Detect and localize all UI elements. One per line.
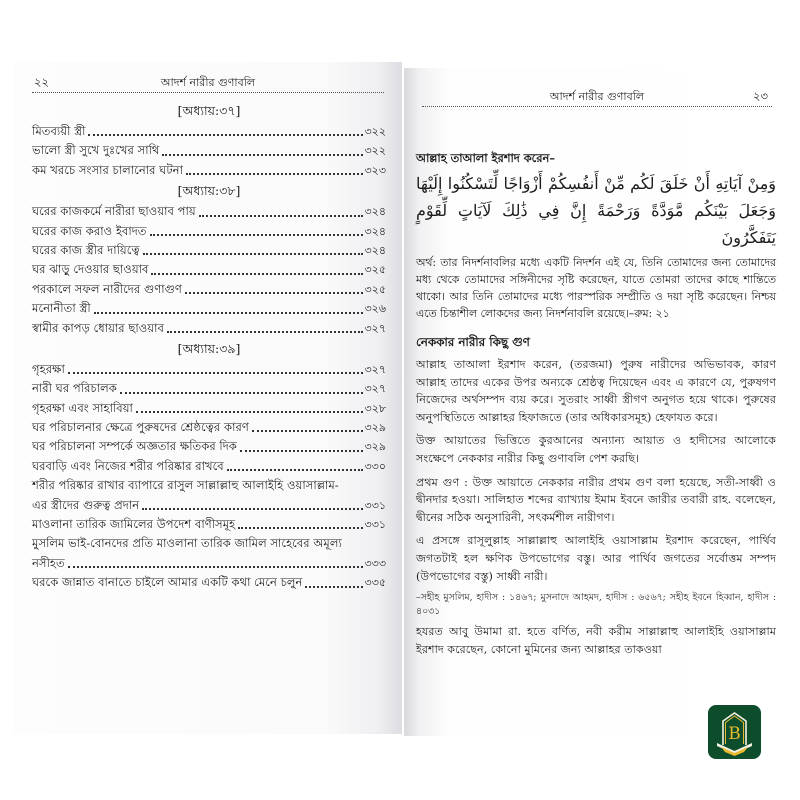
- paragraph: প্রথম গুণ : উক্ত আয়াতে নেককার নারীর প্রথম গুণ বলা হয়েছে, সতী-সাধ্বী ও দ্বীনদার হওয়া। সালিহাত শব্দের ব্যাখ্যায় ইমাম ইবনে জারীর তবারী রাহ. বলেছেন, দ্বীনের সঠিক অনুসারিনী, সৎকর্মশীল নারীগণ।: [416, 475, 776, 524]
- paragraph: হযরত আবু উমামা রা. হতে বর্ণিত, নবী করীম সাল্লাল্লাহু আলাইহি ওয়াসাল্লাম ইরশাদ করেছেন, কোনো মুমিনের জন্য আল্লাহর তাকওয়া: [416, 625, 776, 656]
- toc-item: ঘর পরিচালনা সম্পর্কে অজ্ঞতার ক্ষতিকর দিক ৩২৯: [32, 439, 386, 454]
- toc-item: মিতব্যয়ী স্ত্রী ৩২২: [32, 123, 386, 138]
- book-logo-icon: [708, 705, 761, 759]
- toc-item: মনোনীতা স্ত্রী ৩২৬: [32, 301, 386, 316]
- chapter-heading: [অধ্যায়:৩৮]: [177, 183, 241, 199]
- left-running-head: [32, 74, 384, 93]
- toc-item: ঘরকে জান্নাত বানাতে চাইলে আমার একটি কথা মেনে চলুন ৩৩৫: [32, 575, 386, 590]
- chapter-heading: [অধ্যায়:৩৭]: [177, 103, 241, 118]
- right-page: [404, 68, 790, 736]
- toc-item: ঘরের কাজকর্মে নারীরা ছাওয়াব পায় ৩২৪: [32, 204, 386, 219]
- right-page-body: [416, 150, 776, 664]
- paragraph: উক্ত আয়াতের ভিত্তিতে কুরআনের অন্যান্য আয়াত ও হাদীসের আলোকে সংক্ষেপে নেককার নারীর কিছু গুণাবলি পেশ করছি।: [416, 434, 776, 465]
- verse-meaning: অর্থ: তার নিদর্শনাবলির মধ্যে একটি নিদর্শন এই যে, তিনি তোমাদের জন্য তোমাদের মধ্য থেকে তোমাদের সঙ্গিনীদের সৃষ্টি করেছেন, যাতে তোমরা তাদের কাছে শান্তিতে থাকো। আর তিনি তোমাদের মধ্যে পারস্পরিক সম্প্রীতি ও দয়া সৃষ্টি করেছেন। নিশ্চয় এতে চিন্তাশীল লোকদের জন্য নিদর্শনাবলি রয়েছে।–রুম: ২১: [416, 255, 776, 321]
- section-heading: নেককার নারীর কিছু গুণ: [416, 335, 530, 350]
- toc-item: কম খরচে সংসার চালানোর ঘটনা ৩২৩: [32, 162, 386, 177]
- left-running-title: আদর্শ নারীর গুণাবলি: [160, 76, 256, 89]
- toc-item: নারী ঘর পরিচালক ৩২৭: [32, 381, 386, 396]
- chapter-heading: [অধ্যায়:৩৯]: [177, 340, 241, 356]
- verse-intro: আল্লাহ তাআলা ইরশাদ করেন–: [416, 151, 556, 165]
- toc-item: গৃহরক্ষা ৩২৭: [32, 361, 386, 376]
- toc-item: মাওলানা তারিক জামিলের উপদেশ বাণীসমূহ ৩৩১: [32, 517, 386, 532]
- toc-item: গৃহরক্ষা এবং সাহাবিয়া ৩২৮: [32, 400, 386, 415]
- toc-item: মুসলিম ভাই-বোনদের প্রতি মাওলানা তারিক জামিল সাহেবের অমূল্য নসীহত ৩৩৩: [32, 536, 386, 570]
- toc-item: ঘরের কাজ স্ত্রীর দায়িত্বে ৩২৪: [32, 242, 386, 257]
- publisher-logo: [708, 705, 761, 759]
- arabic-verse: وَمِنْ آيَاتِهِ أَنْ خَلَقَ لَكُم مِّنْ أَنفُسِكُمْ أَزْوَاجًا لِّتَسْكُنُوا إِلَيْهَا وَجَعَلَ بَيْنَكُم مَّوَدَّةً وَرَحْمَةً إِنَّ فِي ذَٰلِكَ لَآيَاتٍ لِّقَوْمٍ يَتَفَكَّرُونَ: [416, 173, 776, 247]
- toc-item: ঘরের কাজ করাও ইবাদত ৩২৪: [32, 223, 386, 238]
- table-of-contents: [32, 100, 386, 593]
- svg-text:B: B: [728, 724, 741, 744]
- toc-item: স্বামীর কাপড় ধোয়ার ছাওয়াব ৩২৭: [32, 320, 386, 335]
- right-running-title: আদর্শ নারীর গুণাবলি: [549, 90, 645, 103]
- toc-item: ঘর পরিচালনার ক্ষেত্রে পুরুষদের শ্রেষ্ঠত্বের কারণ ৩২৯: [32, 420, 386, 435]
- paragraph: আল্লাহ তাআলা ইরশাদ করেন, (তরজমা) পুরুষ নারীদের অভিভাবক, কারণ আল্লাহ তাদের একের উপর অন্যকে শ্রেষ্ঠত্ব দিয়েছেন এবং এ কারণে যে, পুরুষগণ নিজেদের অর্থসম্পদ ব্যয় করে। সুতরাং সাধ্বী স্ত্রীগণ অনুগত হয়ে থাকে। পুরুষের অনুপস্থিতিতে আল্লাহর হিফাজতে (তার অধিকারসমূহ) হেফাযত করে।: [416, 358, 776, 424]
- toc-item: ঘরবাড়ি এবং নিজের শরীর পরিষ্কার রাখবে ৩৩০: [32, 458, 386, 473]
- hadith-citation: –সহীহ মুসলিম, হাদীস : ১৪৬৭; মুসনাদে আহমদ, হাদীস : ৬৫৬৭; সহীহ ইবনে হিব্বান, হাদীস : ৪০৩১: [416, 592, 776, 618]
- right-running-head: [422, 88, 772, 107]
- toc-item: ঘর ঝাড়ু দেওয়ার ছাওয়াব ৩২৫: [32, 262, 386, 277]
- toc-item: ভালো স্ত্রী সুখে দুঃখের সাথি ৩২২: [32, 143, 386, 158]
- toc-item: শরীর পরিষ্কার রাখার ব্যাপারে রাসুল সাল্লাল্লাহু আলাইহি ওয়াসাল্লাম- এর স্ত্রীদের গুরুত্ব প্রদান ৩৩১: [32, 478, 386, 512]
- toc-item: পরকালে সফল নারীদের গুণাগুণ ৩২৫: [32, 281, 386, 296]
- left-page-number: ২২: [34, 75, 49, 89]
- paragraph: এ প্রসঙ্গে রাসূলুল্লাহ সাল্লাল্লাহু আলাইহি ওয়াসাল্লাম ইরশাদ করেছেন, পার্থিব জগতটাই হল ক্ষণিক উপভোগের বস্তু। আর পার্থিব জগতের সর্বোত্তম সম্পদ (উপভোগের বস্তু) সাধ্বী নারী।: [416, 534, 776, 583]
- left-page: [14, 62, 402, 734]
- right-page-number: ২৩: [753, 89, 768, 103]
